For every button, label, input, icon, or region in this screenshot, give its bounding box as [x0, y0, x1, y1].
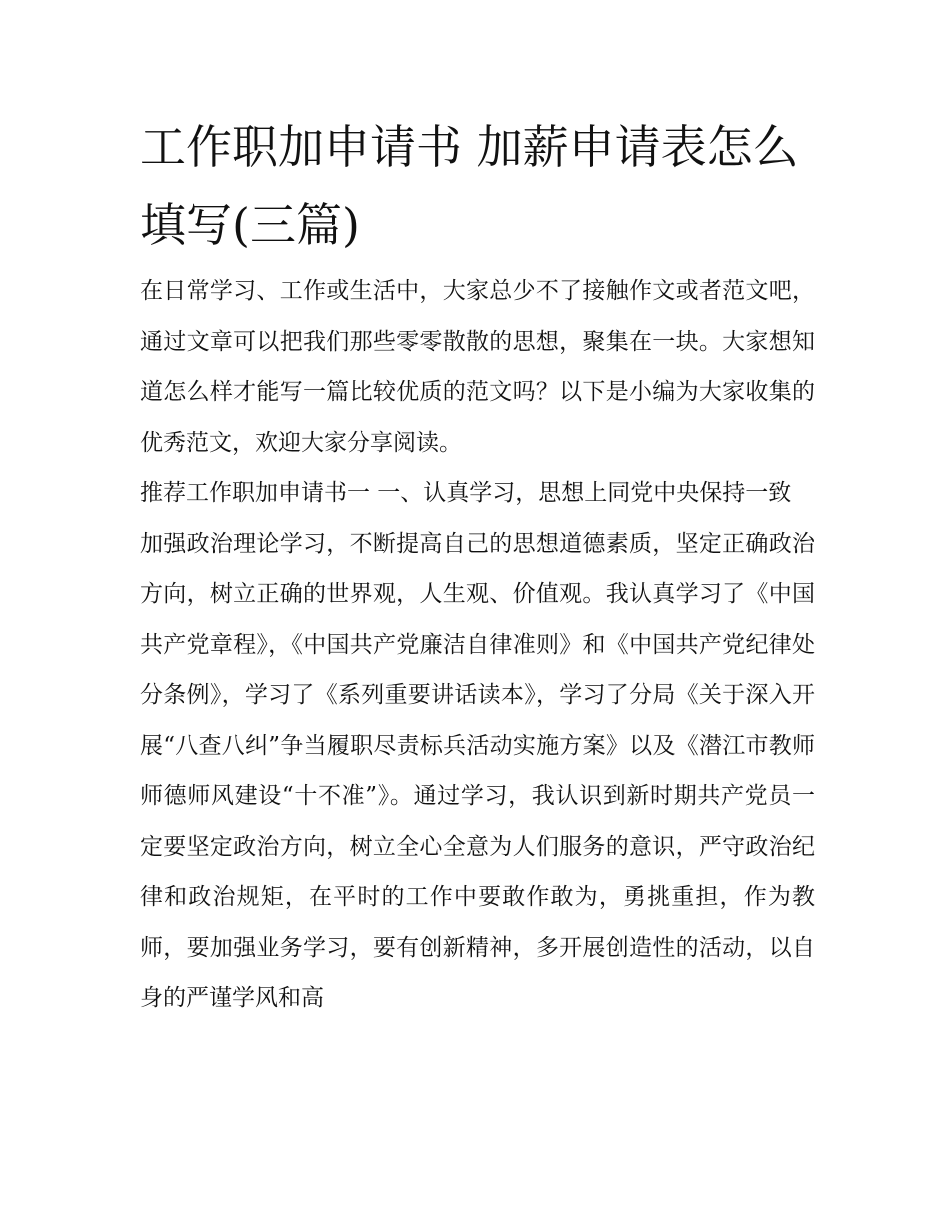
paragraph-intro: 在日常学习、工作或生活中，大家总少不了接触作文或者范文吧，通过文章可以把我们那些零零散散的思想，聚集在一块。大家想知道怎么样才能写一篇比较优质的范文吗？以下是小编为大家收集的优秀范文，欢迎大家分享阅读。	[140, 278, 815, 456]
paragraph-body: 加强政治理论学习，不断提高自己的思想道德素质，坚定正确政治方向，树立正确的世界观，人生观、价值观。我认真学习了《中国共产党章程》，《中国共产党廉洁自律准则》和《中国共产党纪律处分条例》，学习了《系列重要讲话读本》，学习了分局《关于深入开展“八查八纠”争当履职尽责标兵活动实施方案》以及《潜江市教师师德师风建设“十不准”》。通过学习，我认识到新时期共产党员一定要坚定政治方向，树立全心全意为人们服务的意识，严守政治纪律和政治规矩，在平时的工作中要敢作敢为，勇挑重担，作为教师，要加强业务学习，要有创新精神，多开展创造性的活动，以自身的严谨学风和高	[140, 530, 815, 1011]
document-page	[140, 108, 815, 1024]
title-block	[140, 108, 815, 264]
paragraph-section-heading: 推荐工作职加申请书一 一、认真学习，思想上同党中央保持一致	[140, 480, 792, 506]
document-title: 工作职加申请书 加薪申请表怎么填写(三篇)	[140, 120, 799, 252]
